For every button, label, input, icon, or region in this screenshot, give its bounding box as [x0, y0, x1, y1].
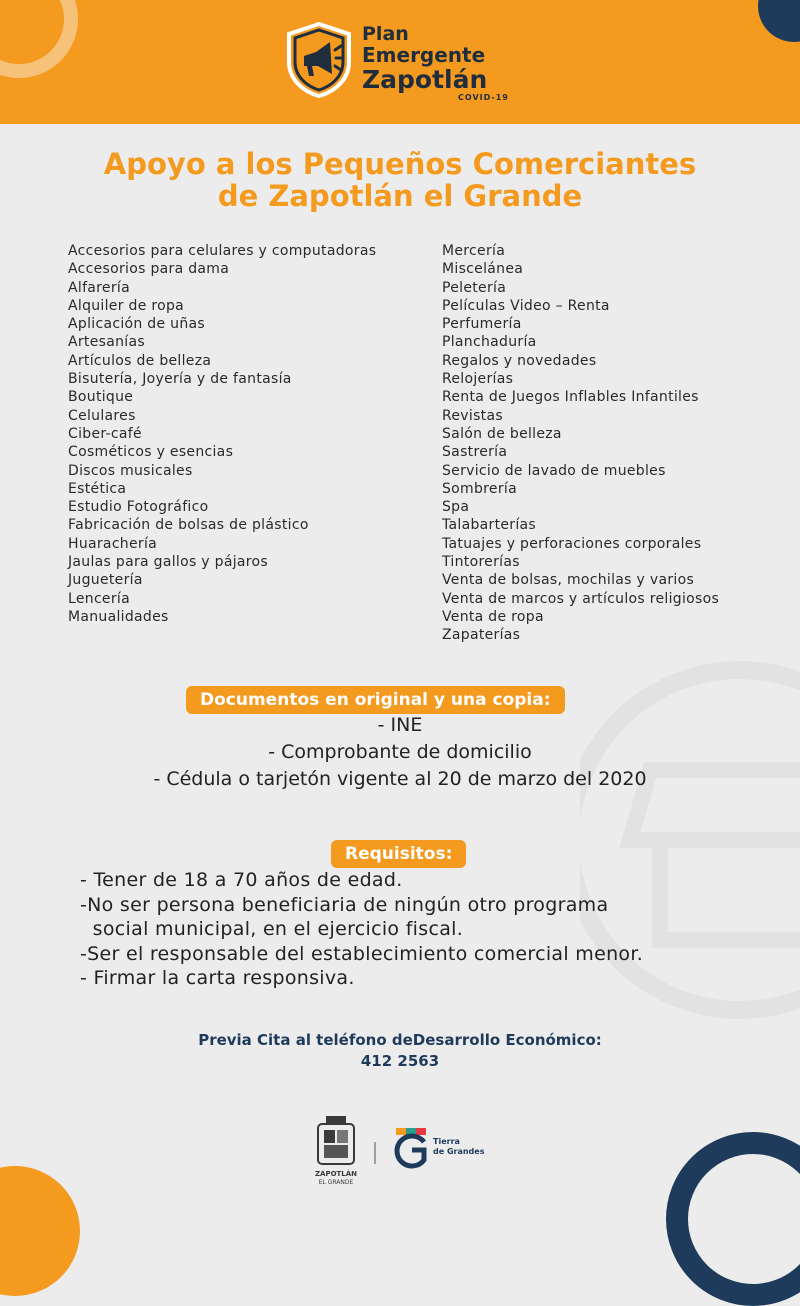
business-item: Tintorerías	[442, 554, 520, 571]
business-item: Fabricación de bolsas de plástico	[68, 517, 309, 534]
business-item: Alfarería	[68, 279, 130, 296]
contact-line: Previa Cita al teléfono deDesarrollo Económico:	[198, 1031, 602, 1049]
business-item: Mercería	[442, 243, 506, 259]
business-item: Venta de bolsas, mochilas y varios	[442, 572, 695, 589]
decorative-ring-bottom-right	[666, 1132, 800, 1306]
business-item: Regalos y novedades	[442, 352, 597, 369]
business-item: Perfumería	[442, 316, 522, 333]
business-item: Huarachería	[68, 535, 158, 552]
business-item: Cosméticos y esencias	[68, 444, 234, 461]
business-item: Celulares	[68, 407, 136, 424]
business-item: Zapaterías	[442, 627, 521, 644]
business-item: Planchaduría	[442, 334, 537, 351]
business-item: Accesorios para dama	[68, 261, 230, 278]
requirement-item: - Firmar la carta responsiva.	[80, 967, 355, 989]
business-item: Manualidades	[68, 608, 169, 625]
decorative-circle-top-right	[758, 0, 800, 42]
business-item: Sombrería	[442, 480, 517, 497]
business-item: Accesorios para celulares y computadoras	[68, 243, 377, 259]
business-list-right	[442, 242, 719, 645]
tierra-de-grandes-logo	[396, 1128, 485, 1166]
business-item: Talabarterías	[442, 517, 537, 534]
document-item: - Cédula o tarjetón vigente al 20 de marzo del 2020	[153, 768, 647, 790]
business-item: Sastrería	[442, 444, 508, 461]
business-item: Bisutería, Joyería y de fantasía	[68, 371, 292, 388]
page-title	[0, 148, 800, 212]
plan-emergente-logo	[286, 20, 526, 110]
brand-line-zapotlan: Zapotlán	[362, 65, 488, 94]
business-item: Boutique	[68, 389, 134, 406]
decorative-circle-bottom-left	[0, 1166, 80, 1296]
brand-text	[362, 24, 509, 103]
title-line-1: Apoyo a los Pequeños Comerciantes	[103, 147, 697, 181]
title-line-2: de Zapotlán el Grande	[217, 179, 583, 213]
business-item: Artículos de belleza	[68, 352, 212, 369]
business-item: Artesanías	[68, 334, 145, 351]
business-item: Miscelánea	[442, 261, 524, 278]
contact-phone: 412 2563	[360, 1052, 440, 1070]
documents-list	[0, 712, 800, 793]
business-item: Aplicación de uñas	[68, 316, 205, 333]
business-item: Discos musicales	[68, 462, 193, 479]
business-item: Tatuajes y perforaciones corporales	[442, 535, 702, 552]
seal-name-line-2: EL GRANDE	[318, 1179, 354, 1186]
documents-heading: Documentos en original y una copia:	[186, 686, 565, 714]
document-item: - Comprobante de domicilio	[268, 741, 532, 763]
business-item: Venta de ropa	[442, 608, 544, 625]
footer-logos	[312, 1112, 492, 1192]
header-banner	[0, 0, 800, 124]
tierra-text: Tierra	[433, 1137, 460, 1146]
business-item: Renta de Juegos Inflables Infantiles	[442, 389, 699, 406]
brand-line-emergente: Emergente	[362, 43, 486, 67]
requirement-item: - Tener de 18 a 70 años de edad.	[80, 869, 403, 891]
brand-line-covid: COVID-19	[458, 93, 509, 102]
requirement-item: -No ser persona beneficiaria de ningún otro programa	[80, 893, 609, 916]
business-item: Jaulas para gallos y pájaros	[68, 554, 268, 571]
business-item: Salón de belleza	[442, 425, 562, 442]
requirements-heading: Requisitos:	[331, 840, 466, 868]
business-item: Juguetería	[68, 572, 143, 589]
business-item: Lencería	[68, 590, 130, 607]
requirement-item: social municipal, en el ejercicio fiscal.	[80, 918, 464, 940]
business-item: Relojerías	[442, 371, 514, 388]
zapotlan-seal-icon	[315, 1116, 357, 1186]
business-item: Servicio de lavado de muebles	[442, 462, 666, 479]
brand-line-plan: Plan	[362, 23, 409, 45]
business-item: Películas Video – Renta	[442, 297, 610, 314]
business-item: Spa	[442, 499, 470, 516]
business-item: Alquiler de ropa	[68, 297, 185, 314]
document-item: - INE	[377, 714, 423, 736]
requirements-list	[80, 868, 643, 991]
business-item: Estudio Fotográfico	[68, 499, 209, 516]
seal-name-line-1: ZAPOTLÁN	[314, 1170, 358, 1178]
business-item: Ciber-café	[68, 425, 142, 442]
de-grandes-text: de Grandes	[433, 1147, 485, 1156]
contact-info	[0, 1030, 800, 1072]
business-item: Revistas	[442, 407, 503, 424]
business-item: Peletería	[442, 279, 507, 296]
business-item: Estética	[68, 480, 127, 497]
business-item: Venta de marcos y artículos religiosos	[442, 590, 720, 607]
business-list-left	[68, 242, 376, 626]
megaphone-shield-icon	[286, 22, 352, 98]
requirement-item: -Ser el responsable del establecimiento comercial menor.	[80, 942, 644, 965]
decorative-ring-top-left	[0, 0, 78, 78]
